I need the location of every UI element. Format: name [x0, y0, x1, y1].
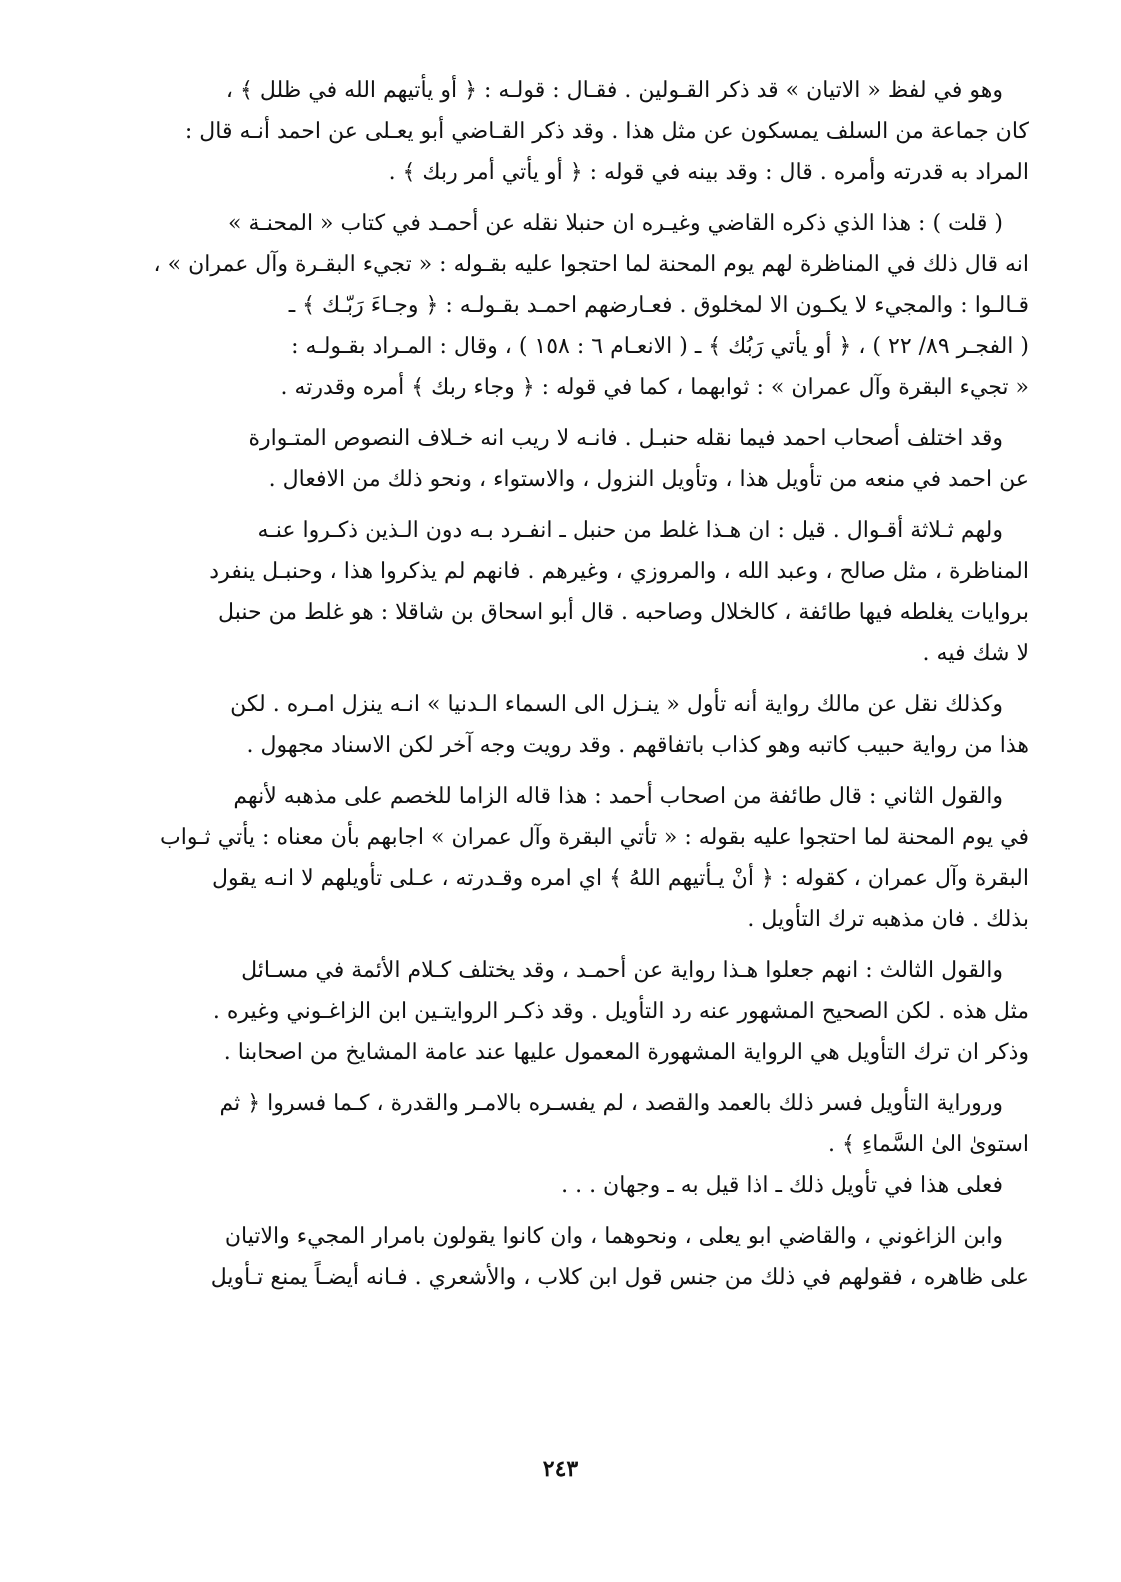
- text-line: ( الفجـر ٨٩/ ٢٢ ) ، ﴿ أو يأتي رَبُك ﴾ ـ ( الانعـام ٦ : ١٥٨ ) ، وقال : المـراد بقـولـه :: [291, 334, 1029, 359]
- text-line: وقد اختلف أصحاب احمد فيما نقله حنبـل . فانـه لا ريب انه خـلاف النصوص المتـوارة: [248, 426, 1003, 451]
- text-line: وهو في لفظ « الاتيان » قد ذكر القـولين . فقـال : قولـه : ﴿ أو يأتيهم الله في ظلل ﴾ ،: [225, 78, 1003, 103]
- text-line: مثل هذه . لكن الصحيح المشهور عنه رد التأويل . وقد ذكـر الروايتـين ابن الزاغـوني وغيره .: [212, 999, 1029, 1024]
- text-line: « تجيء البقرة وآل عمران » : ثوابهما ، كما في قوله : ﴿ وجاء ربك ﴾ أمره وقدرته .: [280, 375, 1029, 400]
- text-line: والقول الثاني : قال طائفة من اصحاب أحمد : هذا قاله الزاما للخصم على مذهبه لأنهم: [233, 784, 1003, 809]
- text-line: قـالـوا : والمجيء لا يكـون الا لمخلوق . فعـارضهم احمـد بقـولـه : ﴿ وجـاءَ رَبّـك ﴾ ـ: [288, 293, 1029, 318]
- text-line: والقول الثالث : انهم جعلوا هـذا رواية عن أحمـد ، وقد يختلف كـلام الأئمة في مسـائل: [241, 958, 1003, 983]
- paragraph-7: [89, 950, 1029, 1073]
- text-line: في يوم المحنة لما احتجوا عليه بقوله : « تأتي البقرة وآل عمران » اجابهم بأن معناه : يأتي ثـواب: [160, 825, 1029, 850]
- text-line: انه قال ذلك في المناظرة لهم يوم المحنة لما احتجوا عليه بقـوله : « تجيء البقـرة وآل عمران » ،: [153, 252, 1029, 277]
- text-line: استوىٰ الىٰ السَّماءِ ﴾ .: [828, 1132, 1029, 1157]
- text-line: على ظاهره ، فقولهم في ذلك من جنس قول ابن كلاب ، والأشعري . فـانه أيضـاً يمنع تـأويل: [210, 1265, 1029, 1290]
- text-line: بروايات يغلطه فيها طائفة ، كالخلال وصاحبه . قال أبو اسحاق بن شاقلا : هو غلط من حنبل: [218, 600, 1029, 625]
- paragraph-2: [89, 203, 1029, 408]
- text-line: هذا من رواية حبيب كاتبه وهو كذاب باتفاقهم . وقد رويت وجه آخر لكن الاسناد مجهول .: [246, 733, 1029, 758]
- text-line: وذكر ان ترك التأويل هي الرواية المشهورة المعمول عليها عند عامة المشايخ من اصحابنا .: [223, 1040, 1029, 1065]
- text-line: وكذلك نقل عن مالك رواية أنه تأول « ينـزل الى السماء الـدنيا » انـه ينزل امـره . لكن: [230, 692, 1003, 717]
- text-line: ( قلت ) : هذا الذي ذكره القاضي وغيـره ان حنبلا نقله عن أحمـد في كتاب « المحنـة »: [228, 211, 1003, 236]
- paragraph-9: [89, 1216, 1029, 1298]
- text-line: المناظرة ، مثل صالح ، وعبد الله ، والمروزي ، وغيرهم . فانهم لم يذكروا هذا ، وحنبـل ينفرد: [209, 559, 1029, 584]
- text-line: كان جماعة من السلف يمسكون عن مثل هذا . وقد ذكر القـاضي أبو يعـلى عن احمد أنـه قال :: [184, 119, 1029, 144]
- paragraph-6: [89, 776, 1029, 940]
- paragraph-3: [89, 418, 1029, 500]
- text-line: عن احمد في منعه من تأويل هذا ، وتأويل النزول ، والاستواء ، ونحو ذلك من الافعال .: [268, 467, 1029, 492]
- text-line: ولهم ثـلاثة أقـوال . قيل : ان هـذا غلط من حنبل ـ انفـرد بـه دون الـذين ذكـروا عنـه: [257, 518, 1003, 543]
- paragraph-5: [89, 684, 1029, 766]
- paragraph-4: [89, 510, 1029, 674]
- text-line: فعلى هذا في تأويل ذلك ـ اذا قيل به ـ وجهان . . .: [561, 1173, 1003, 1198]
- paragraph-8: [89, 1083, 1029, 1206]
- page-body: [89, 70, 1029, 1308]
- paragraph-1: [89, 70, 1029, 193]
- text-line: البقرة وآل عمران ، كقوله : ﴿ أنْ يـأتيهم اللهُ ﴾ اي امره وقـدرته ، عـلى تأويلهم لا انـه يقول: [212, 866, 1029, 891]
- text-line: بذلك . فان مذهبه ترك التأويل .: [747, 907, 1029, 932]
- page-number: ٢٤٣: [542, 1456, 579, 1482]
- text-line: المراد به قدرته وأمره . قال : وقد بينه في قوله : ﴿ أو يأتي أمر ربك ﴾ .: [388, 160, 1029, 185]
- text-line: وابن الزاغوني ، والقاضي ابو يعلى ، ونحوهما ، وان كانوا يقولون بامرار المجيء والاتيان: [224, 1224, 1003, 1249]
- text-line: لا شك فيه .: [922, 641, 1029, 666]
- text-line: وروراية التأويل فسر ذلك بالعمد والقصد ، لم يفسـره بالامـر والقدرة ، كـما فسروا ﴿ ثم: [219, 1091, 1003, 1116]
